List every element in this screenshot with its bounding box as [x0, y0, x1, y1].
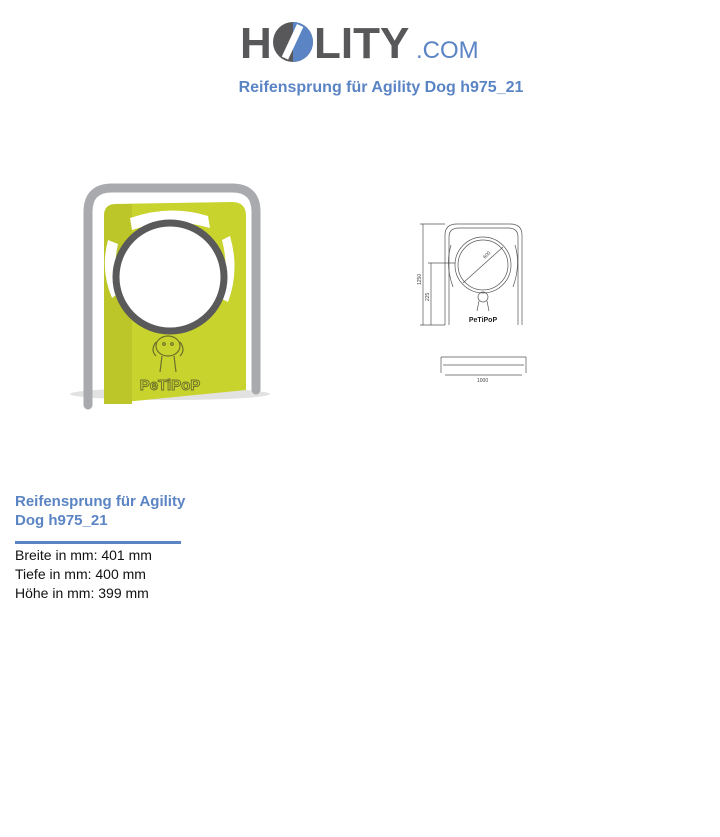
logo-circle-icon	[273, 22, 313, 62]
document-title: Reifensprung für Agility Dog h975_21	[238, 79, 524, 96]
logo-suffix: .COM	[416, 37, 479, 64]
holity-logo[interactable]	[240, 10, 490, 70]
technical-drawing	[405, 215, 535, 390]
logo-letters-lity: LITY	[314, 19, 410, 68]
dim-diameter-label: 600	[482, 250, 493, 261]
product-name: Reifensprung für Agility Dog h975_21	[15, 493, 186, 529]
logo-letter-h: H	[240, 19, 272, 68]
dim-height-label: 1250	[417, 273, 423, 285]
title-divider	[15, 541, 181, 544]
photo-brand-label: PeTiPoP	[139, 377, 201, 394]
spec-item-height: Höhe in mm: 399 mm	[15, 585, 149, 601]
product-photo	[60, 180, 280, 415]
spec-item-depth: Tiefe in mm: 400 mm	[15, 566, 146, 582]
dim-ring-height-label: 225	[425, 292, 431, 301]
spec-list	[15, 546, 152, 603]
dim-width-label: 1000	[477, 378, 489, 384]
drawing-brand-label: PeTiPoP	[468, 317, 498, 324]
spec-item-width: Breite in mm: 401 mm	[15, 547, 152, 563]
